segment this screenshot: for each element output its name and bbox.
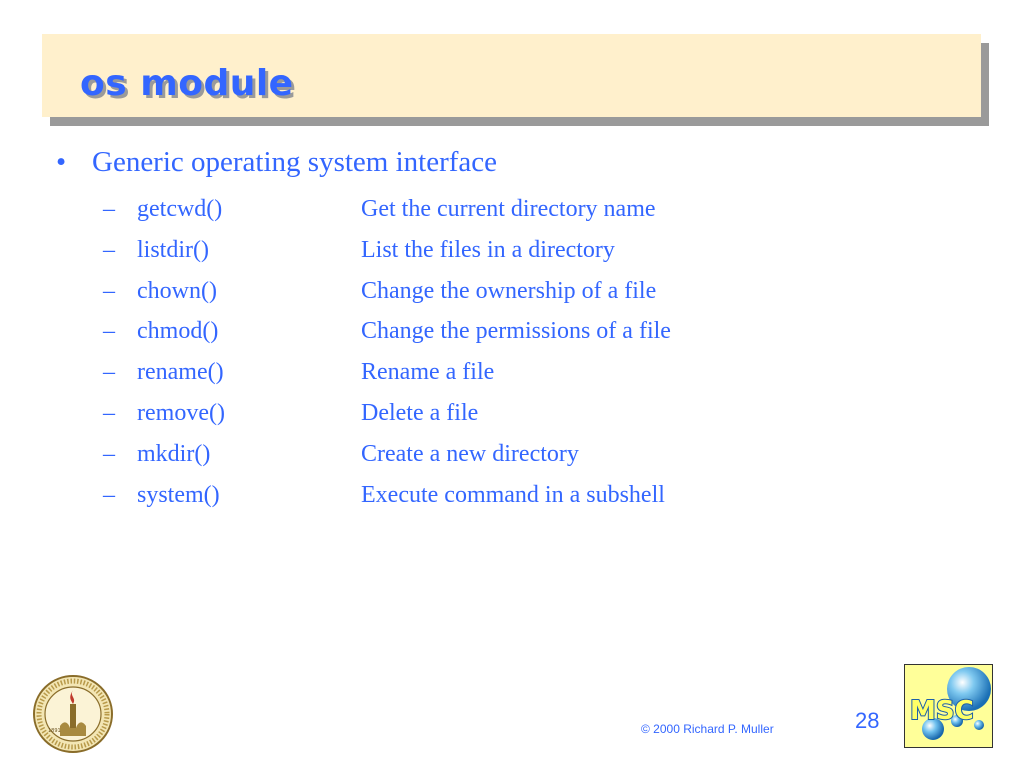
function-name: getcwd() bbox=[137, 196, 223, 222]
function-name: rename() bbox=[137, 359, 224, 385]
dash-glyph: – bbox=[103, 196, 115, 222]
dash-glyph: – bbox=[103, 278, 115, 304]
function-description: Create a new directory bbox=[361, 441, 579, 467]
dash-glyph: – bbox=[103, 237, 115, 263]
dash-glyph: – bbox=[103, 482, 115, 508]
function-description: List the files in a directory bbox=[361, 237, 615, 263]
page-number: 28 bbox=[855, 708, 880, 733]
main-bullet bbox=[56, 146, 497, 179]
function-name: chown() bbox=[137, 278, 217, 304]
main-bullet-text: Generic operating system interface bbox=[92, 146, 498, 178]
function-description: Delete a file bbox=[361, 400, 479, 426]
function-description: Change the ownership of a file bbox=[361, 278, 657, 304]
function-description: Get the current directory name bbox=[361, 196, 656, 222]
function-name: mkdir() bbox=[137, 441, 211, 467]
dash-glyph: – bbox=[103, 400, 115, 426]
bullet-glyph: • bbox=[56, 146, 67, 178]
dash-glyph: – bbox=[103, 318, 115, 344]
msc-logo bbox=[904, 664, 993, 748]
function-description: Rename a file bbox=[361, 359, 495, 385]
slide-title: os module bbox=[80, 63, 294, 104]
copyright-text: © 2000 Richard P. Muller bbox=[641, 722, 774, 736]
function-name: listdir() bbox=[137, 237, 209, 263]
function-name: system() bbox=[137, 482, 220, 508]
caltech-seal-icon bbox=[32, 674, 114, 754]
dash-glyph: – bbox=[103, 359, 115, 385]
function-description: Change the permissions of a file bbox=[361, 318, 671, 344]
function-name: chmod() bbox=[137, 318, 219, 344]
function-name: remove() bbox=[137, 400, 225, 426]
seal-year: 1891 bbox=[48, 728, 61, 734]
dash-glyph: – bbox=[103, 441, 115, 467]
function-description: Execute command in a subshell bbox=[361, 482, 665, 508]
msc-logo-text: MSC bbox=[910, 696, 974, 726]
msc-spheres-icon bbox=[905, 665, 993, 748]
